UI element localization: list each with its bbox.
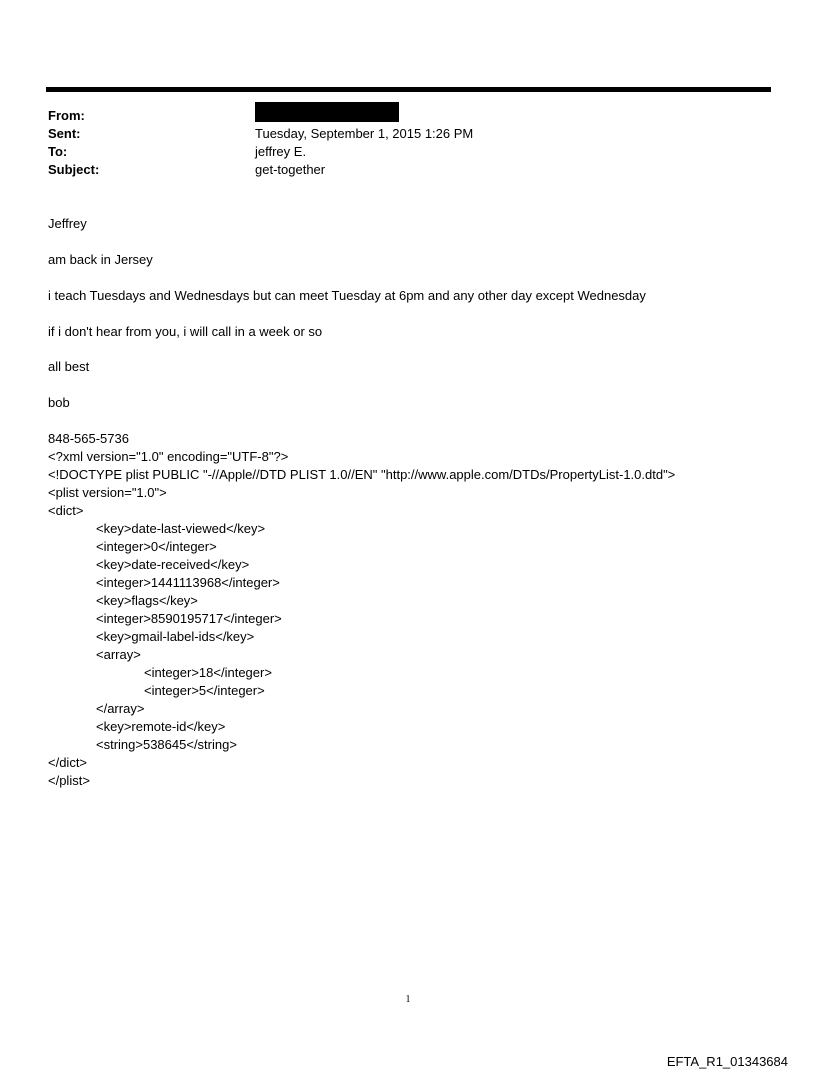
array-item: <integer>18</integer> bbox=[144, 665, 272, 680]
phone-number: 848-565-5736 bbox=[48, 431, 129, 446]
redaction-box bbox=[255, 102, 399, 122]
plist-value: <integer>0</integer> bbox=[96, 539, 217, 554]
plist-xml-declaration: <?xml version="1.0" encoding="UTF-8"?> bbox=[48, 449, 289, 464]
signoff: all best bbox=[48, 359, 90, 374]
page-number: 1 bbox=[405, 994, 411, 1005]
plist-doctype: <!DOCTYPE plist PUBLIC "-//Apple//DTD PLIST 1.0//EN" "http://www.apple.com/DTDs/PropertyList-1.0.dtd"> bbox=[48, 467, 676, 482]
greeting: Jeffrey bbox=[48, 216, 87, 231]
plist-key: <key>gmail-label-ids</key> bbox=[96, 629, 255, 644]
sent-value: Tuesday, September 1, 2015 1:26 PM bbox=[255, 126, 474, 141]
plist-value: <string>538645</string> bbox=[96, 737, 237, 752]
header-rule bbox=[46, 87, 771, 92]
plist-value: <integer>8590195717</integer> bbox=[96, 611, 282, 626]
sent-label: Sent: bbox=[48, 126, 81, 141]
plist-close: </plist> bbox=[48, 773, 90, 788]
plist-value: <integer>1441113968</integer> bbox=[96, 575, 280, 590]
dict-open: <dict> bbox=[48, 503, 84, 518]
sender-name: bob bbox=[48, 395, 70, 410]
array-item: <integer>5</integer> bbox=[144, 683, 265, 698]
document-id: EFTA_R1_01343684 bbox=[666, 1054, 788, 1069]
plist-open: <plist version="1.0"> bbox=[48, 485, 167, 500]
array-open: <array> bbox=[96, 647, 141, 662]
dict-close: </dict> bbox=[48, 755, 88, 770]
plist-key: <key>flags</key> bbox=[96, 593, 198, 608]
array-close: </array> bbox=[96, 701, 145, 716]
plist-key: <key>date-last-viewed</key> bbox=[96, 521, 266, 536]
plist-key: <key>date-received</key> bbox=[96, 557, 250, 572]
subject-value: get-together bbox=[255, 162, 326, 177]
to-value: jeffrey E. bbox=[255, 144, 307, 159]
body-line-2: i teach Tuesdays and Wednesdays but can meet Tuesday at 6pm and any other day except Wednesday bbox=[48, 288, 646, 303]
to-label: To: bbox=[48, 144, 68, 159]
body-line-1: am back in Jersey bbox=[48, 252, 153, 267]
body-line-3: if i don't hear from you, i will call in a week or so bbox=[48, 324, 323, 339]
plist-key: <key>remote-id</key> bbox=[96, 719, 226, 734]
from-label: From: bbox=[48, 108, 85, 123]
subject-label: Subject: bbox=[48, 162, 100, 177]
